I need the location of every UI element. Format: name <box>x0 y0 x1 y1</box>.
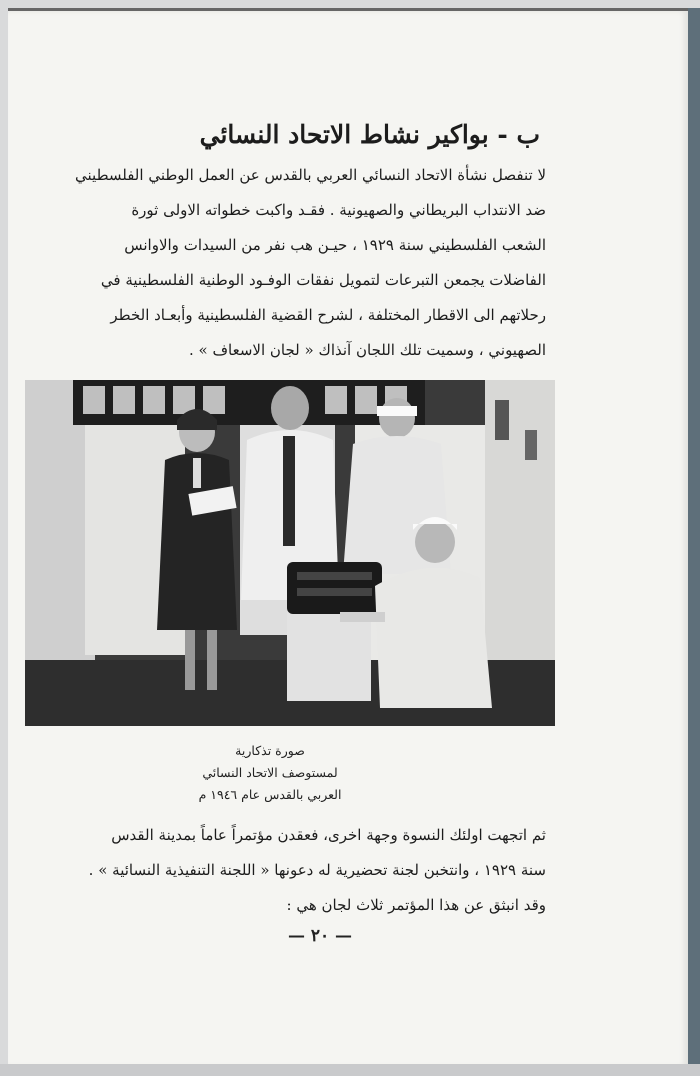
paragraph-line: ثم اتجهت اولئك النسوة وجهة اخرى، فعقدن مؤتمراً عاماً بمدينة القدس <box>111 826 546 844</box>
paragraph-line: ضد الانتداب البريطاني والصهيونية . فقـد واكبت خطواته الاولى ثورة <box>131 201 546 219</box>
paragraph-line: رحلاتهم الى الاقطار المختلفة ، لشرح القضية الفلسطينية وأبعـاد الخطر <box>110 306 546 324</box>
historical-photo <box>25 380 555 726</box>
paragraph-line: سنة ١٩٢٩ ، وانتخبن لجنة تحضيرية له دعونها « اللجنة التنفيذية النسائية » . <box>88 861 546 879</box>
page-bottom-edge <box>0 1064 700 1076</box>
main-text-section <box>30 118 546 368</box>
caption-line: صورة تذكارية <box>235 743 305 758</box>
second-text-section <box>30 818 546 923</box>
section-heading: ب - بواكير نشاط الاتحاد النسائي <box>199 120 540 149</box>
paragraph-line: الفاضلات يجمعن التبرعات لتمويل نفقات الوفـود الوطنية الفلسطينية في <box>100 271 546 289</box>
paragraph-line: الصهيوني ، وسميت تلك اللجان آنذاك « لجان الاسعاف » . <box>189 341 546 359</box>
paragraph-line: الشعب الفلسطيني سنة ١٩٢٩ ، حيـن هب نفر من السيدات والاوانس <box>124 236 546 254</box>
photo-caption <box>120 740 420 806</box>
caption-line: لمستوصف الاتحاد النسائي <box>202 765 338 780</box>
page-edge <box>688 8 700 1076</box>
page-number: — ٢٠ — <box>287 926 353 946</box>
paragraph-line: وقد انبثق عن هذا المؤتمر ثلاث لجان هي : <box>286 896 546 914</box>
paragraph-line: لا تنفصل نشأة الاتحاد النسائي العربي بالقدس عن العمل الوطني الفلسطيني <box>75 166 546 184</box>
caption-line: العربي بالقدس عام ١٩٤٦ م <box>198 787 342 802</box>
photo-illustration <box>25 380 555 726</box>
